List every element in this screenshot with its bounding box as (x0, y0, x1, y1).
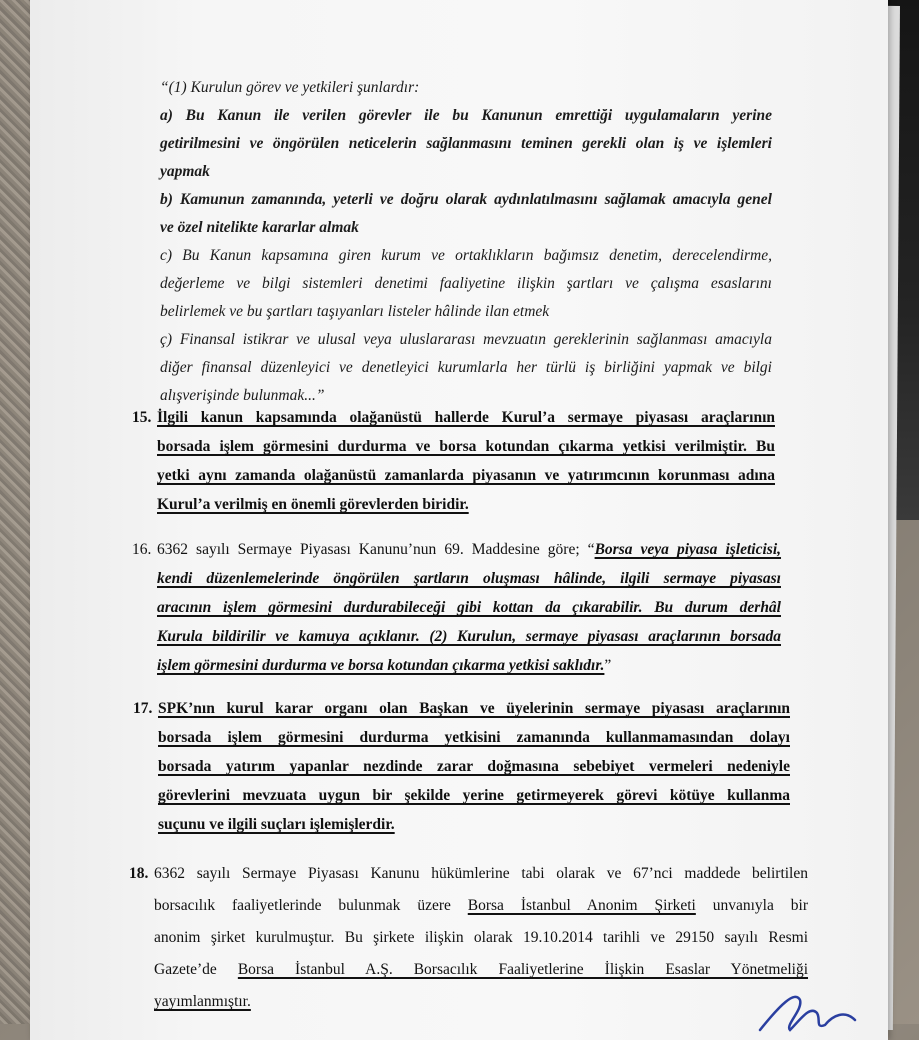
paragraph-15 (132, 403, 775, 519)
paragraph-15-line-2: borsada işlem görmesini durdurma ve borsa kotundan çıkarma yetkisi verilmiştir. Bu (157, 438, 775, 455)
paragraph-18-line-2 (154, 890, 808, 922)
paragraph-16-quote-end: işlem görmesini durdurma ve borsa kotundan çıkarma yetkisi saklıdır. (157, 657, 605, 674)
paragraph-16-line-1 (157, 535, 781, 564)
paragraph-number: 18. (129, 865, 149, 882)
paragraph-17-line-4: görevlerini mevzuata uygun bir şekilde yerine getirmeyerek görevi kötüye kullanma (158, 787, 790, 804)
paragraph-16-line-5 (157, 651, 781, 680)
paragraph-number: 17. (133, 700, 153, 717)
paragraph-17-line-1: SPK’nın kurul karar organı olan Başkan ve üyelerinin sermaye piyasası araçlarının (158, 700, 790, 717)
paragraph-15-line-3: yetki aynı zamanda olağanüstü zamanlarda piyasanın ve yatırımcının korunması adına (157, 467, 775, 484)
quote-b-line-2: ve özel nitelikte kararlar almak (160, 219, 359, 236)
quote-c-line-3: belirlemek ve bu şartları taşıyanları listeler hâlinde ilan etmek (160, 303, 550, 320)
paragraph-17-line-3: borsada yatırım yapanlar nezdinde zarar doğmasına sebebiyet vermeleri nedeniyle (158, 758, 790, 775)
paragraph-18-line-1: 6362 sayılı Sermaye Piyasası Kanunu hükümlerine tabi olarak ve 67’nci maddede belirtilen (154, 865, 808, 882)
paragraph-18 (129, 858, 809, 1018)
quote-intro: “(1) Kurulun görev ve yetkileri şunlardır: (160, 79, 420, 96)
paragraph-17-line-2: borsada işlem görmesini durdurma yetkisini zamanında kullanmamasından dolayı (158, 729, 790, 746)
paragraph-18-line-3: anonim şirket kurulmuştur. Bu şirkete ilişkin olarak 19.10.2014 tarihli ve 29150 sayılı Resmi (154, 929, 808, 946)
quote-a-line-3: yapmak (160, 163, 210, 180)
paragraph-18-line-2-a: borsacılık faaliyetlerinde bulunmak üzere (154, 897, 468, 914)
quote-c-line-1: c) Bu Kanun kapsamına giren kurum ve ortaklıkların bağımsız denetim, derecelendirme, (160, 247, 772, 264)
paragraph-16 (132, 535, 782, 680)
quote-cc-line-2: diğer finansal düzenleyici ve denetleyici kurumlarla her türlü iş birliğini yapmak ve bilgi (160, 359, 772, 376)
paragraph-18-line-2-b: unvanıyla bir (695, 897, 808, 914)
paragraph-15-line-1: İlgili kanun kapsamında olağanüstü hallerde Kurul’a sermaye piyasası araçlarının (157, 409, 775, 426)
paragraph-16-close-quote: ” (604, 657, 612, 674)
paragraph-16-line-2: kendi düzenlemelerinde öngörülen şartların oluşması hâlinde, ilgili sermaye piyasası (157, 570, 781, 587)
signature-mark (755, 985, 885, 1035)
paragraph-15-line-4: Kurul’a verilmiş en önemli görevlerden biridir. (157, 496, 469, 513)
paragraph-16-lead: 6362 sayılı Sermaye Piyasası Kanunu’nun 69. Maddesine göre; “ (157, 541, 595, 558)
quote-cc-line-1: ç) Finansal istikrar ve ulusal veya uluslararası mevzuatın gereklerinin sağlanması amacıyla (160, 331, 772, 348)
quote-c-line-2: değerleme ve bilgi sistemleri denetimi faaliyetine ilişkin şartları ve çalışma esaslarını (160, 275, 772, 292)
paragraph-16-line-3: aracının işlem görmesini durdurabileceği gibi kottan da çıkarabilir. Bu durum derhâl (157, 599, 781, 616)
paragraph-16-line-4: Kurula bildirilir ve kamuya açıklanır. (2) Kurulun, sermaye piyasası araçlarının borsada (157, 628, 781, 645)
quote-a-line-1: a) Bu Kanun ile verilen görevler ile bu Kanunun emrettiği uygulamaların yerine (160, 107, 772, 124)
quote-a-line-2: getirilmesini ve öngörülen neticelerin sağlanmasını teminen gerekli olan iş ve işlemleri (160, 135, 772, 152)
paragraph-18-line-5: yayımlanmıştır. (154, 993, 251, 1010)
paragraph-17-line-5: suçunu ve ilgili suçları işlemişlerdir. (158, 816, 395, 833)
quoted-article (160, 74, 772, 410)
quote-cc-line-3: alışverişinde bulunmak...” (160, 387, 325, 404)
paragraph-number: 16. (132, 541, 152, 558)
quote-b-line-1: b) Kamunun zamanında, yeterli ve doğru olarak aydınlatılmasını sağlamak amacıyla genel (160, 191, 772, 208)
paragraph-17 (133, 694, 790, 839)
paragraph-18-line-4-a: Gazete’de (154, 961, 238, 978)
regulation-title: Borsa İstanbul A.Ş. Borsacılık Faaliyetlerine İlişkin Esaslar Yönetmeliği (237, 961, 809, 978)
paragraph-16-quote-start: Borsa veya piyasa işleticisi, (594, 541, 782, 558)
paragraph-18-line-4 (154, 954, 808, 986)
company-name: Borsa İstanbul Anonim Şirketi (467, 897, 696, 914)
paragraph-number: 15. (132, 409, 152, 426)
